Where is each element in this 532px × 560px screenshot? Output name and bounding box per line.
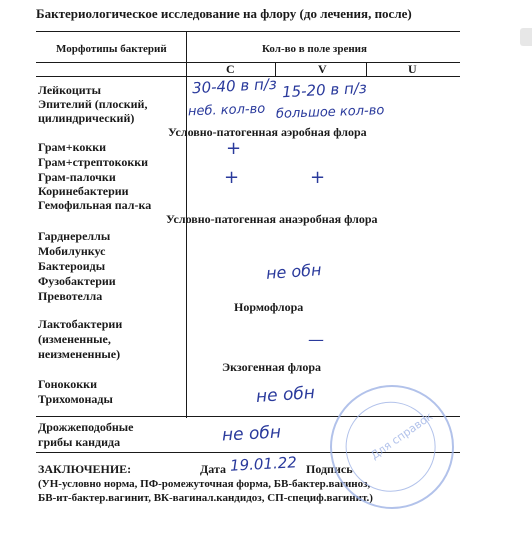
legend-line-2: БВ-ит-бактер.вагинит, ВК-вагинал.кандидоз, СП-специф.вагинит.) bbox=[38, 492, 373, 504]
handwritten-lactobacteria: — bbox=[308, 330, 324, 349]
row-fusobacteria: Фузобактерии bbox=[38, 274, 116, 288]
table-top-border bbox=[36, 31, 460, 32]
header-col-c: C bbox=[226, 62, 235, 76]
stamp-text: Для справок bbox=[368, 409, 436, 463]
row-corynebacteria: Коринебактерии bbox=[38, 184, 129, 198]
row-gram-strepto: Грам+стрептококки bbox=[38, 155, 149, 169]
handwritten-leukocytes-c: 30-40 в п/з bbox=[191, 74, 278, 98]
row-leukocytes: Лейкоциты bbox=[38, 83, 101, 97]
header-morphotypes: Морфотипы бактерий bbox=[56, 43, 167, 55]
row-gram-cocci: Грам+кокки bbox=[38, 140, 107, 154]
handwritten-epithelium-c: неб. кол-во bbox=[187, 101, 266, 120]
signature-label: Подпись bbox=[306, 462, 353, 476]
date-label: Дата bbox=[200, 462, 226, 476]
handwritten-candida: не обн bbox=[221, 422, 282, 446]
header-count: Кол-во в поле зрения bbox=[262, 43, 367, 55]
handwritten-rods-c: + bbox=[224, 167, 240, 188]
section-exogenous: Экзогенная флора bbox=[222, 360, 321, 374]
legend-line-1: (УН-условно норма, ПФ-ромежуточная форма, БВ-бактер.вагиноз, bbox=[38, 478, 371, 490]
page-edge-tab bbox=[520, 28, 532, 46]
row-epithelium: Эпителий (плоский, bbox=[38, 97, 148, 111]
col-v-u-divider bbox=[366, 62, 367, 76]
conclusion-label: ЗАКЛЮЧЕНИЕ: bbox=[38, 462, 132, 476]
header-col-u: U bbox=[408, 62, 417, 76]
section-normal: Нормофлора bbox=[234, 300, 304, 314]
row-candida-2: грибы кандида bbox=[38, 435, 121, 449]
handwritten-exogenous: не обн bbox=[255, 382, 316, 408]
row-haemophilus: Гемофильная пал-ка bbox=[38, 198, 152, 212]
row-gram-rods: Грам-палочки bbox=[38, 170, 116, 184]
row-gardnerella: Гарднереллы bbox=[38, 229, 111, 243]
row-epithelium-2: цилиндрический) bbox=[38, 111, 135, 125]
header-col-v: V bbox=[318, 62, 327, 76]
handwritten-anaerobic: не обн bbox=[265, 260, 323, 283]
handwritten-cocci-c: + bbox=[226, 138, 242, 159]
row-prevotella: Превотелла bbox=[38, 289, 103, 303]
handwritten-leukocytes-v: 15-20 в п/з bbox=[281, 78, 368, 102]
section-anaerobic: Условно-патогенная анаэробная флора bbox=[166, 212, 378, 226]
row-gonococci: Гонококки bbox=[38, 377, 97, 391]
stamp-seal bbox=[306, 361, 479, 534]
document-title: Бактериологическое исследование на флору (до лечения, после) bbox=[36, 6, 412, 21]
row-lactobacteria: Лактобактерии bbox=[38, 317, 123, 331]
handwritten-rods-v: + bbox=[310, 167, 326, 188]
row-mobiluncus: Мобилункус bbox=[38, 244, 106, 258]
row-lactobacteria-3: неизмененные) bbox=[38, 347, 121, 361]
handwritten-epithelium-v: большое кол-во bbox=[275, 103, 385, 122]
section-aerobic: Условно-патогенная аэробная флора bbox=[168, 125, 367, 139]
row-lactobacteria-2: (измененные, bbox=[38, 332, 111, 346]
handwritten-date: 19.01.22 bbox=[229, 453, 298, 475]
row-candida: Дрожжеподобные bbox=[38, 420, 134, 434]
row-trichomonas: Трихомонады bbox=[38, 392, 113, 406]
row-bacteroides: Бактероиды bbox=[38, 259, 106, 273]
